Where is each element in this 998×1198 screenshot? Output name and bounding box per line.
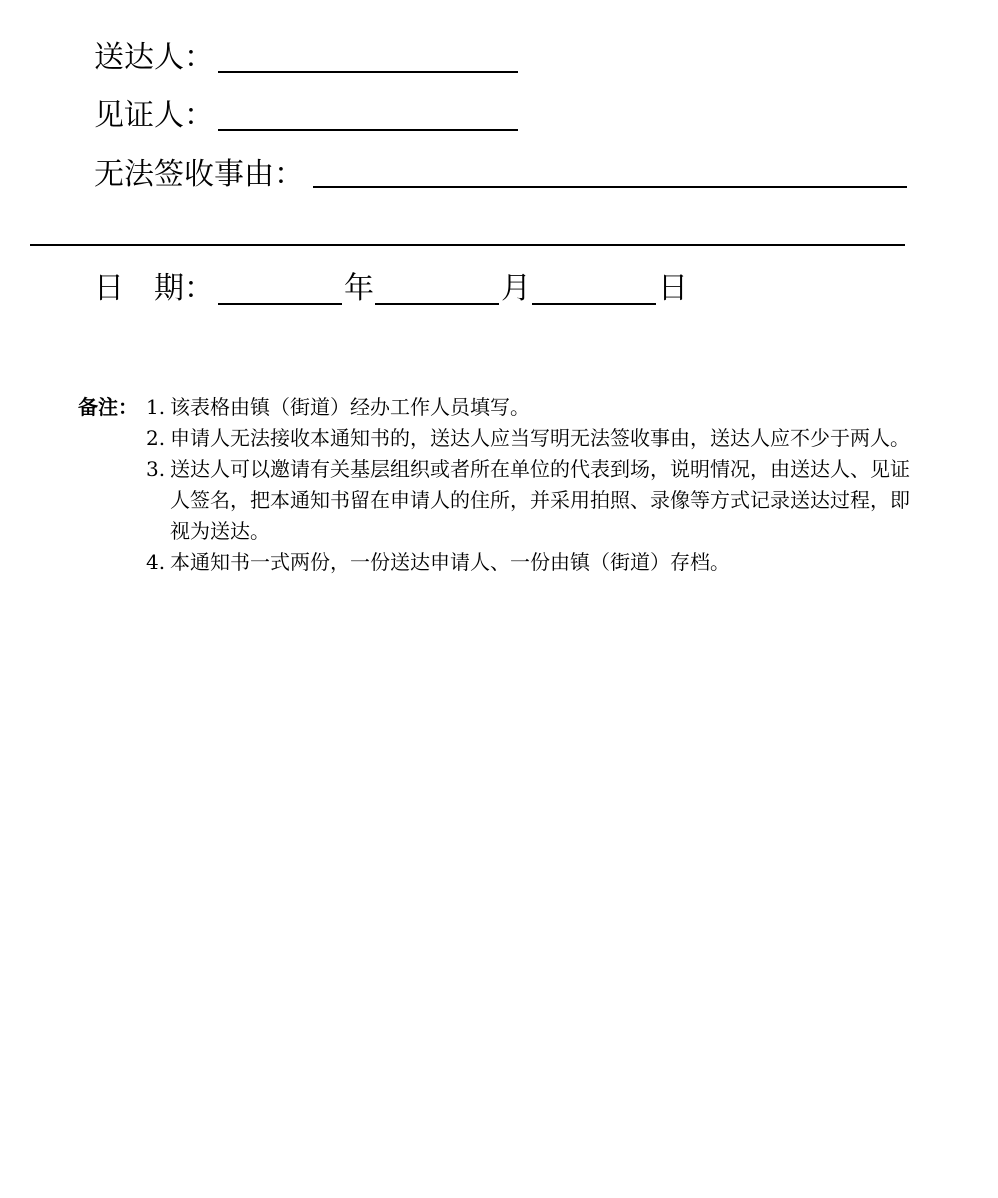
reason-blank-line-1[interactable]: [313, 186, 907, 188]
date-label: 日 期：: [94, 271, 214, 306]
note-text: 本通知书一式两份，一份送达申请人、一份由镇（街道）存档。: [170, 550, 730, 574]
reason-blank-line-2[interactable]: [30, 244, 905, 246]
notes-label: 备注：: [78, 395, 138, 419]
note-number: 3.: [146, 457, 166, 481]
month-blank[interactable]: [375, 303, 499, 305]
witness-blank[interactable]: [218, 129, 518, 131]
note-text: 送达人可以邀请有关基层组织或者所在单位的代表到场，说明情况，由送达人、见证人签名，把本通知书留在申请人的住所，并采用拍照、录像等方式记录送达过程，即视为送达。: [170, 457, 910, 543]
note-text: 该表格由镇（街道）经办工作人员填写。: [170, 395, 530, 419]
note-number: 4.: [146, 550, 166, 574]
deliverer-blank[interactable]: [218, 71, 518, 73]
day-blank[interactable]: [532, 303, 656, 305]
note-item: [78, 454, 918, 547]
note-number: 2.: [146, 426, 166, 450]
month-unit: 月: [501, 271, 531, 306]
note-item: [78, 423, 918, 454]
deliverer-label: 送达人：: [94, 40, 214, 75]
notes-section: [78, 392, 918, 578]
note-item: [78, 392, 918, 423]
witness-label: 见证人：: [94, 98, 214, 133]
reason-label: 无法签收事由：: [94, 157, 304, 192]
note-number: 1.: [146, 395, 166, 419]
year-blank[interactable]: [218, 303, 342, 305]
note-item: [78, 547, 918, 578]
note-text: 申请人无法接收本通知书的，送达人应当写明无法签收事由，送达人应不少于两人。: [170, 426, 910, 450]
day-unit: 日: [658, 271, 688, 306]
year-unit: 年: [344, 271, 374, 306]
